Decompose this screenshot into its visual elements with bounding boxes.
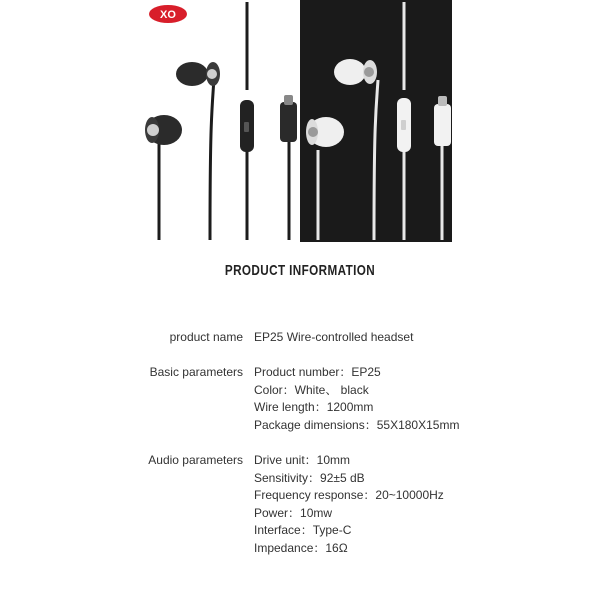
- spec-value: EP25 Wire-controlled headset: [254, 330, 414, 344]
- product-hero-image: [134, 0, 452, 242]
- spec-value: Color：White、 black: [254, 382, 369, 397]
- spec-value: Sensitivity：92±5 dB: [254, 470, 365, 485]
- spec-label: Basic parameters: [149, 365, 243, 379]
- spec-value: Product number：EP25: [254, 365, 381, 379]
- page-title: PRODUCT INFORMATION: [224, 262, 376, 279]
- spec-label: product name: [169, 330, 243, 344]
- brand-logo-text: XO: [160, 9, 176, 21]
- black-earphones-panel: [134, 0, 300, 242]
- white-earphones-illustration: [300, 0, 452, 242]
- white-earphones-panel: [300, 0, 452, 242]
- spec-value: Wire length：1200mm: [254, 400, 374, 415]
- spec-value: Impedance：16Ω: [254, 540, 348, 555]
- brand-logo: [148, 4, 188, 24]
- spec-value: Drive unit：10mm: [254, 453, 351, 467]
- black-earphones-illustration: [134, 0, 300, 242]
- spec-value: Power：10mw: [254, 505, 333, 520]
- spec-label: Audio parameters: [148, 453, 243, 467]
- spec-value: Package dimensions：55X180X15mm: [254, 417, 460, 432]
- spec-value: Frequency response：20~10000Hz: [254, 488, 444, 503]
- spec-value: Interface：Type-C: [254, 523, 352, 538]
